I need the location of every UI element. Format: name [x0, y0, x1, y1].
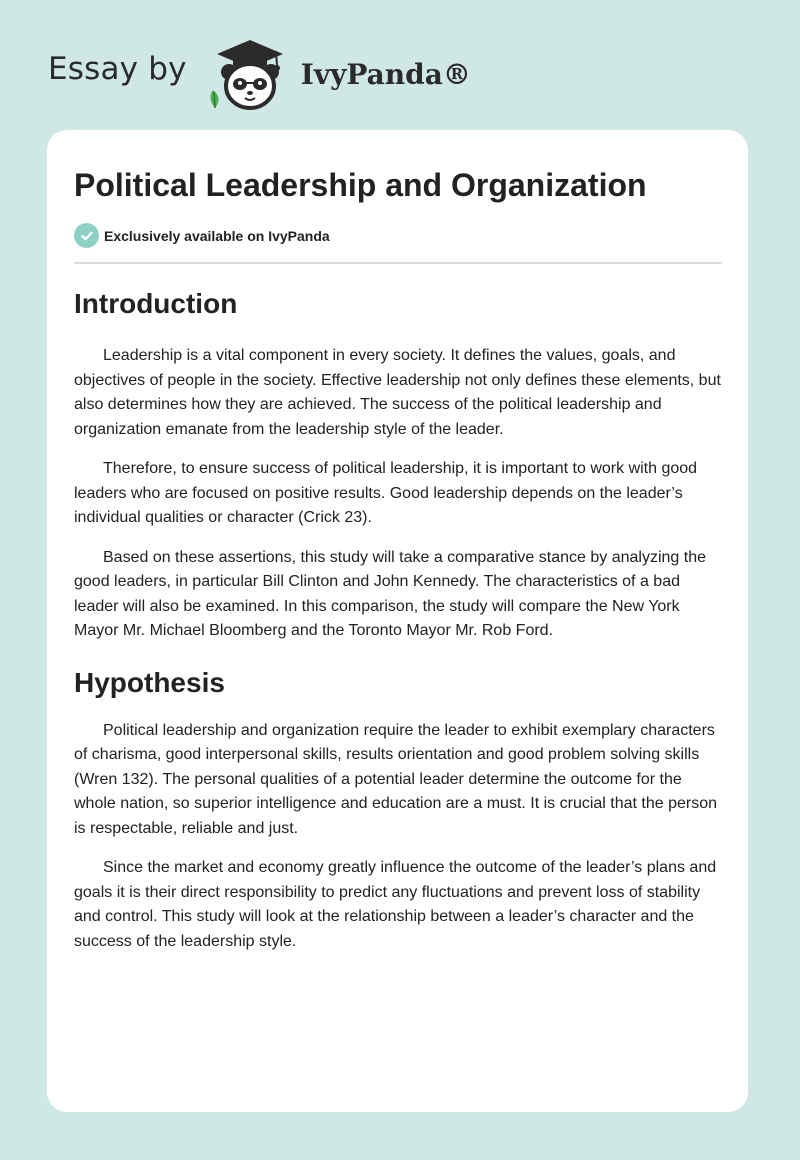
page-title: Political Leadership and Organization: [74, 167, 647, 203]
site-header: [48, 32, 471, 112]
exclusive-badge-text: Exclusively available on IvyPanda: [104, 227, 330, 244]
brand-name[interactable]: IvyPanda®: [300, 57, 471, 91]
section-heading: Hypothesis: [74, 666, 225, 698]
paragraph: Leadership is a vital component in every society. It defines the values, goals, and objectives of people in the society. Effective leadership not only defines these elements, but also determines how they are achieved. The success of the political leadership and organization emanate from the leadership style of the leader.: [74, 347, 721, 438]
panda-logo-icon[interactable]: [203, 32, 297, 112]
paragraph: Based on these assertions, this study will take a comparative stance by analyzing the good leaders, in particular Bill Clinton and John Kennedy. The characteristics of a bad leader will also be examined. In this comparison, the study will compare the New York Mayor Mr. Michael Bloomberg and the Toronto Mayor Mr. Rob Ford.: [74, 548, 706, 639]
essay-card: [47, 130, 748, 1112]
exclusive-badge: [74, 223, 722, 264]
check-circle-icon: [74, 223, 99, 248]
section-introduction: [74, 286, 722, 644]
paragraph: Since the market and economy greatly influence the outcome of the leader’s plans and goals it is their direct responsibility to predict any fluctuations and prevent loss of stability and control. This study will look at the relationship between a leader’s character and the success of the leadership style.: [74, 859, 717, 950]
section-heading: Introduction: [74, 288, 238, 319]
paragraph: Therefore, to ensure success of political leadership, it is important to work with good leaders who are focused on positive results. Good leadership depends on the leader’s individual qualities or character (Crick 23).: [74, 460, 698, 526]
section-hypothesis: [74, 665, 722, 955]
paragraph: Political leadership and organization require the leader to exhibit exemplary characters of charisma, good interpersonal skills, results orientation and good problem solving skills (Wren 132). The personal qualities of a potential leader determine the outcome for the whole nation, so superior intelligence and education are a must. It is crucial that the person is respectable, reliable and just.: [74, 721, 718, 837]
brand-prefix: Essay by: [48, 51, 187, 87]
